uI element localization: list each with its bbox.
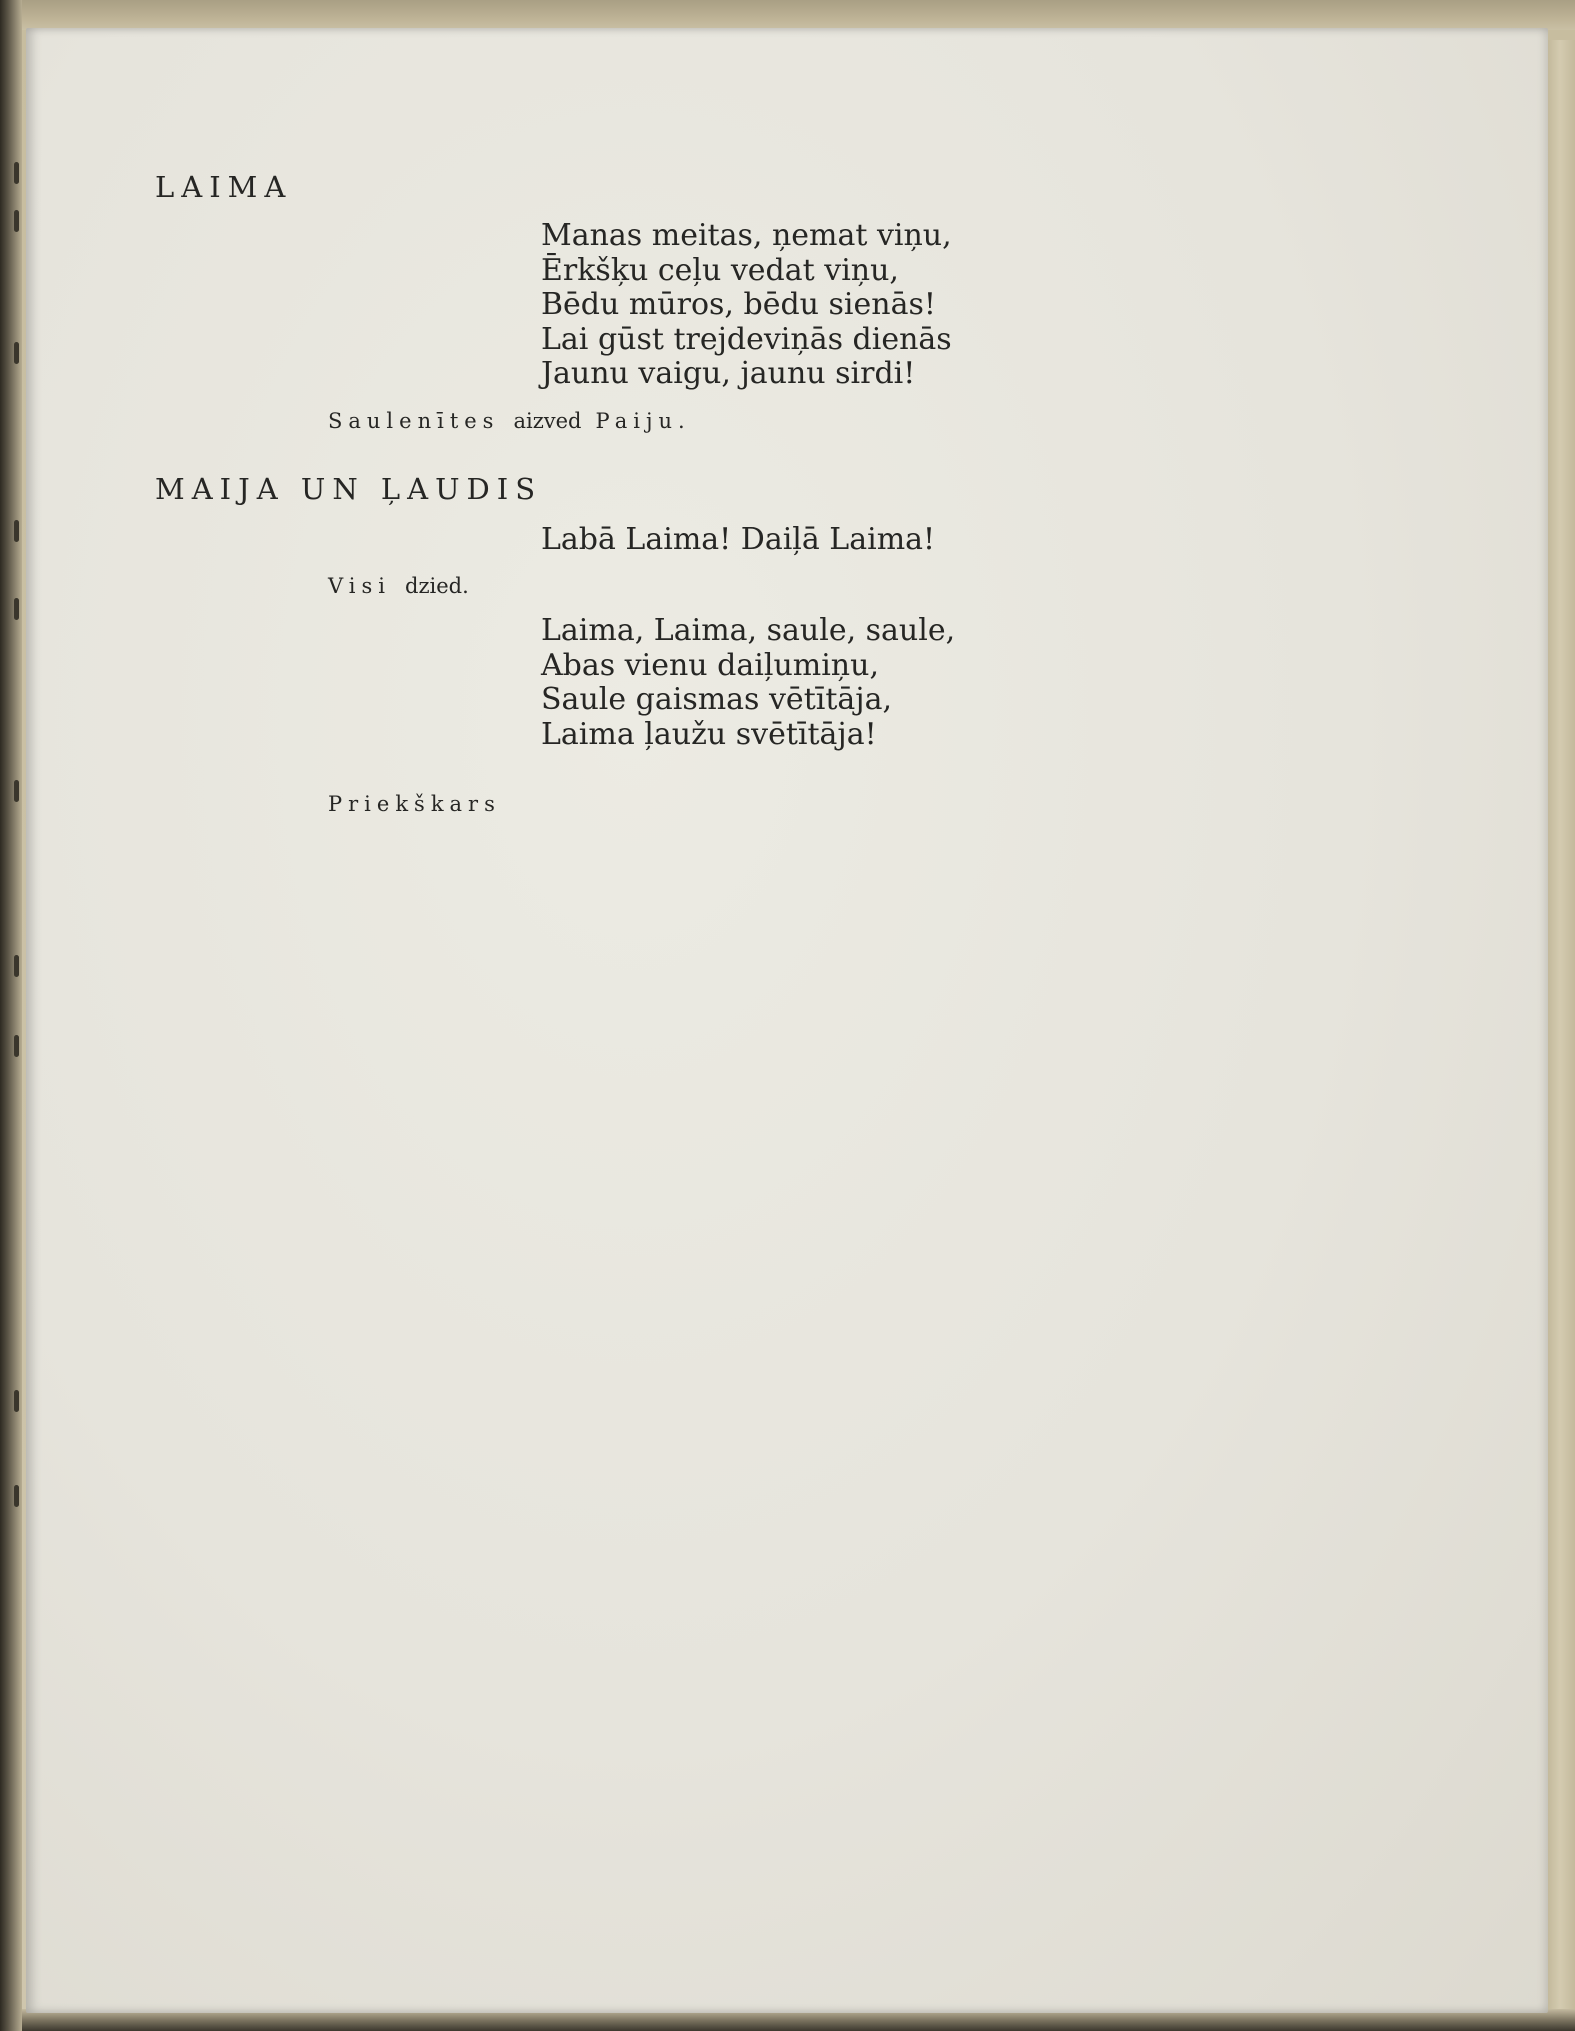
direction-subject: Visi [328,574,392,598]
spine-stitch-mark [14,1035,19,1057]
spine-stitch-mark [14,955,19,977]
spine-stitch-mark [14,520,19,542]
verse-line: Laima ļaužu svētītāja! [541,716,877,752]
verse-block-2 [541,523,935,558]
stage-direction-curtain: Priekškars [328,792,501,816]
verse-line: Jaunu vaigu, jaunu sirdi! [541,356,916,391]
speaker-maija-un-laudis: MAIJA UN ĻAUDIS [155,472,543,506]
verse-line: Manas meitas, ņemat viņu, [541,218,952,253]
verse-line: Laima, Laima, saule, saule, [541,613,956,648]
spine-stitch-mark [14,162,19,184]
verse-line: Labā Laima! Daiļā Laima! [541,522,936,557]
stage-direction-1 [328,409,705,433]
page-right-edge [1545,40,1575,2030]
verse-line: Lai gūst trejdeviņās dienās [541,321,952,357]
verse-block-3 [541,614,955,752]
verse-line: Bēdu mūros, bēdu sienās! [541,287,936,322]
spine-stitch-mark [14,780,19,802]
direction-object: Paiju. [595,409,691,433]
speaker-laima: LAIMA [155,170,293,204]
verse-block-1 [541,219,952,392]
direction-verb: dzied. [405,574,469,598]
spine-stitch-mark [14,342,19,364]
page-spine-edge [0,0,22,2031]
verse-line: Ērkšķu ceļu vedat viņu, [541,252,899,288]
paper-sheet [26,28,1548,2013]
spine-stitch-mark [14,210,19,232]
page-top-edge [0,0,1575,30]
verse-line: Saule gaismas vētītāja, [541,682,893,717]
spine-stitch-mark [14,1390,19,1412]
spine-stitch-mark [14,598,19,620]
spine-stitch-mark [14,1485,19,1507]
stage-direction-2 [328,574,469,598]
direction-subject: Saulenītes [328,409,500,433]
verse-line: Abas vienu daiļumiņu, [541,647,879,683]
direction-verb: aizved [513,409,582,433]
